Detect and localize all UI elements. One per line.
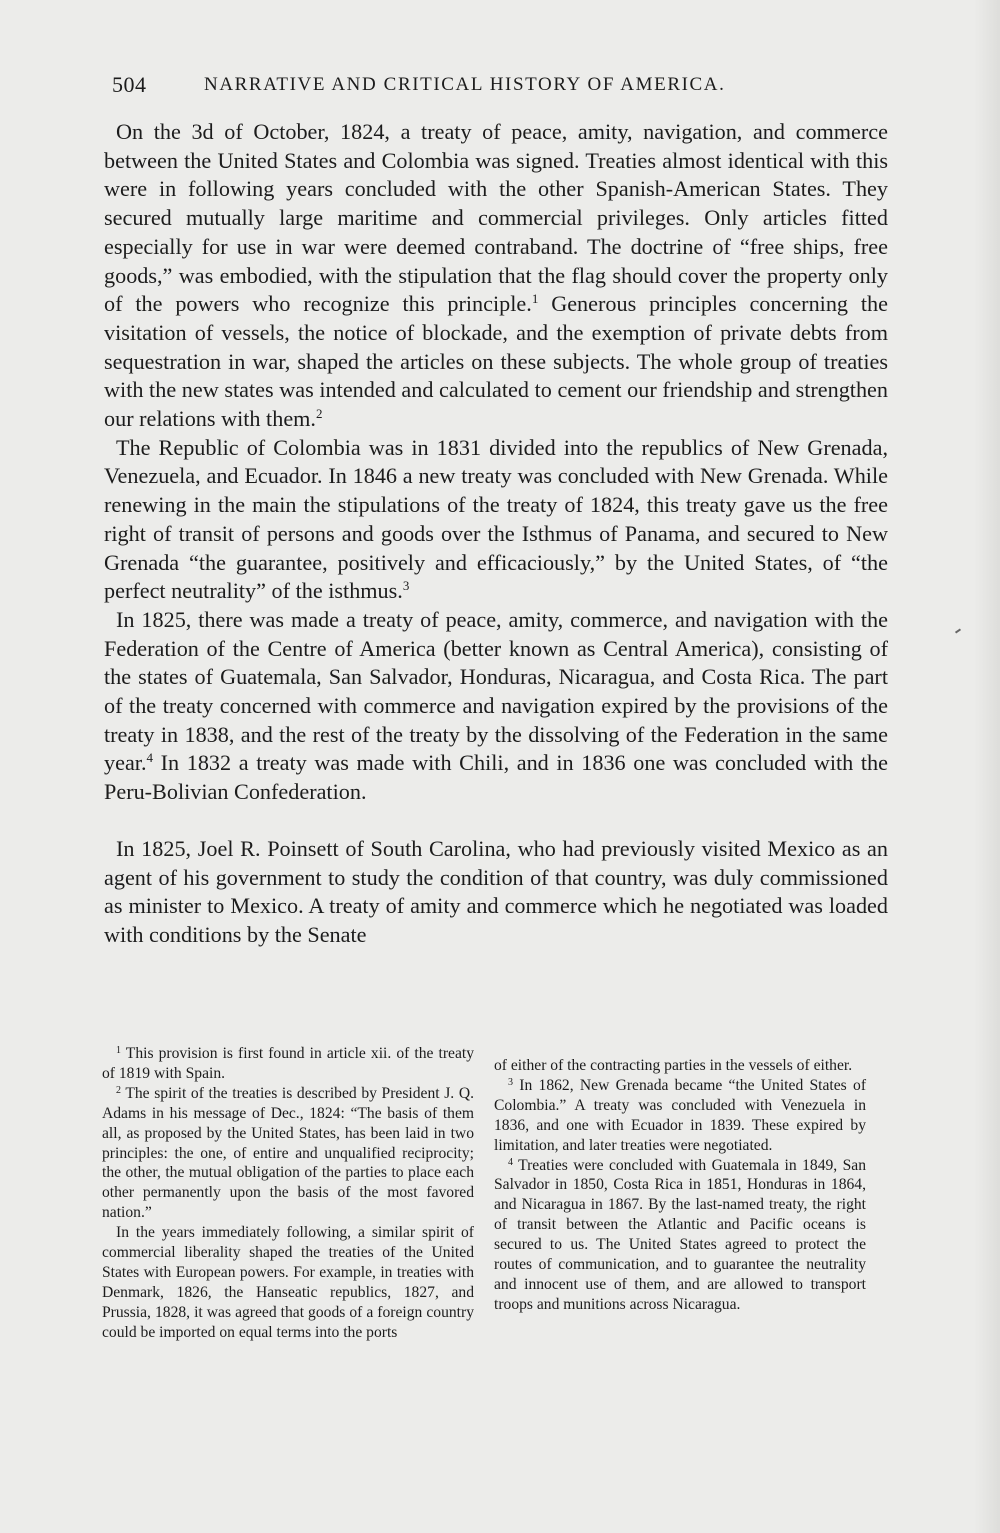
footnote <box>102 1044 474 1084</box>
paragraph-text: In 1825, Joel R. Poinsett of South Carolina, who had previously visited Mexico as an agent of his government to study the condition of that country, was duly commissioned as minister to Mexico. A treaty of amity and commerce which he negotiated was loaded with conditions by the Senate <box>104 835 888 947</box>
footnote-column-right <box>494 1056 866 1315</box>
paragraph <box>104 606 888 807</box>
footnote <box>102 1223 474 1342</box>
footnote-mark: 2 <box>315 406 323 422</box>
paragraph <box>104 835 888 950</box>
footnote-column-left <box>102 1044 474 1343</box>
footnote-text: In 1862, New Grenada became “the United States of Colombia.” A treaty was concluded with Venezuela in 1836, and one with Ecuador in 1839. These expired by limitation, and later treaties were negotiated. <box>494 1076 867 1154</box>
footnote-number: 3 <box>508 1076 513 1088</box>
footnote <box>494 1056 866 1076</box>
paragraph-text: Generous principles concerning the visitation of vessels, the notice of blockade, and the exemption of private debts from sequestration in war, shaped the articles on these subjects. The whole group of treaties with the new states was intended and calculated to cement our friendship and strengthen our relations with them. <box>104 291 888 432</box>
footnote-text: Treaties were concluded with Guatemala in 1849, San Salvador in 1850, Costa Rica in 1851, Honduras in 1864, and Nicaragua in 1867. By the last-named treaty, the right of transit between the Atlantic and Pacific oceans is secured to us. The United States agreed to protect the routes of communication, and to guarantee the neutrality and innocent use of them, and are allowed to transport troops and munitions across Nicaragua. <box>494 1156 866 1313</box>
page-number: 504 <box>112 72 147 97</box>
footnote-mark: 3 <box>402 578 410 594</box>
paragraph-text: On the 3d of October, 1824, a treaty of peace, amity, navigation, and commerce between the United States and Colombia was signed. Treaties almost identical with this were in following years concluded with the other Spanish-American States. They secured mutually large maritime and commercial privileges. Only articles fitted especially for use in war were deemed contraband. The doctrine of “free ships, free goods,” was embodied, with the stipulation that the flag should cover the property only of the powers who recognize this principle. <box>104 119 888 317</box>
paragraph <box>104 118 888 434</box>
footnote-number: 4 <box>508 1156 513 1168</box>
main-text <box>104 118 888 950</box>
paragraph <box>104 434 888 606</box>
paragraph-text: In 1832 a treaty was made with Chili, and in 1836 one was concluded with the Peru-Bolivian Confederation. <box>104 750 888 805</box>
footnote-text: In the years immediately following, a similar spirit of commercial liberality shaped the treaties of the United States with European powers. For example, in treaties with Denmark, 1826, the Hanseatic republics, 1827, and Prussia, 1828, it was agreed that goods of a foreign country could be imported on equal terms into the ports <box>102 1224 474 1341</box>
scan-edge-shadow <box>974 0 1000 1533</box>
footnote-text: This provision is first found in article xii. of the treaty of 1819 with Spain. <box>102 1045 475 1082</box>
footnote-text: of either of the contracting parties in the vessels of either. <box>494 1057 853 1074</box>
running-head <box>112 72 812 106</box>
paragraph-text: In 1825, there was made a treaty of peace, amity, commerce, and navigation with the Federation of the Centre of America (better known as Central America), consisting of the states of Guatemala, San Salvador, Honduras, Nicaragua, and Costa Rica. The part of the treaty concerned with commerce and navigation expired by the provisions of the treaty in 1838, and the rest of the treaty by the dissolving of the Federation in the same year. <box>104 606 888 776</box>
running-title: NARRATIVE AND CRITICAL HISTORY OF AMERICA. <box>204 74 726 95</box>
footnote <box>102 1084 474 1223</box>
footnotes <box>102 1044 880 1424</box>
footnote <box>494 1076 866 1156</box>
footnote <box>494 1156 866 1315</box>
paragraph-text: The Republic of Colombia was in 1831 divided into the republics of New Grenada, Venezuela, and Ecuador. In 1846 a new treaty was concluded with New Grenada. While renewing in the main the stipulations of the treaty of 1824, this treaty gave us the free right of transit of persons and goods over the Isthmus of Panama, and secured to New Grenada “the guarantee, positively and efficaciously,” by the United States, of “the perfect neutrality” of the isthmus. <box>104 434 888 604</box>
footnote-text: The spirit of the treaties is described by President J. Q. Adams in his message of Dec., 1824: “The basis of them all, as proposed by the United States, has been laid in two principles: the one, of entire and unqualified reciprocity; the other, the mutual obligation of the parties to place each other permanently upon the basis of the most favored nation.” <box>102 1084 474 1222</box>
footnote-number: 1 <box>116 1045 121 1056</box>
footnote-mark: 1 <box>531 291 539 307</box>
paper-speck <box>955 628 961 633</box>
footnote-number: 2 <box>116 1084 121 1096</box>
footnote-mark: 4 <box>146 750 154 766</box>
